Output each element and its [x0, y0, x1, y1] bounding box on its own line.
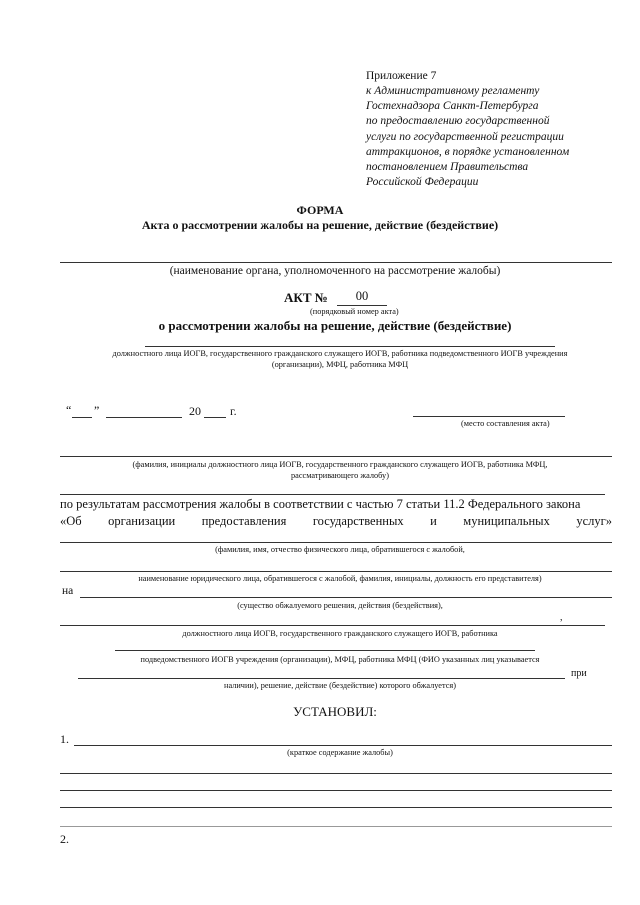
- summary-line-2[interactable]: [60, 773, 612, 774]
- act-number[interactable]: 00: [355, 289, 369, 303]
- official-caption-3: должностного лица ИОГВ, государственного гражданского служащего ИОГВ, работника: [182, 629, 498, 638]
- official-caption-5: наличии), решение, действие (бездействие) которого обжалуется): [224, 681, 456, 690]
- appendix-line-5: аттракционов, в порядке установленном: [366, 146, 570, 158]
- result-word-7: услуг»: [576, 514, 612, 528]
- official-caption-4: подведомственного ИОГВ учреждения (организации), МФЦ, работника МФЦ (ФИО указанных лиц указывается: [140, 655, 540, 664]
- place-caption: (место составления акта): [461, 419, 550, 428]
- on-label: на: [62, 585, 74, 597]
- date-year-field[interactable]: [204, 417, 226, 418]
- official-line[interactable]: [145, 346, 555, 347]
- reviewer-caption-1: (фамилия, инициалы должностного лица ИОГВ, государственного гражданского служащего ИОГВ, работника МФЦ,: [132, 460, 548, 469]
- summary-line-3[interactable]: [60, 790, 612, 791]
- act-number-caption: (порядковый номер акта): [310, 307, 399, 316]
- appendix-line-1: к Административному регламенту: [366, 85, 540, 97]
- authority-caption: (наименование органа, уполномоченного на рассмотрение жалобы): [169, 265, 501, 277]
- decision-line[interactable]: [80, 597, 612, 598]
- result-line-2: [60, 514, 612, 529]
- result-word-6: муниципальных: [463, 514, 550, 528]
- date-quote-open: “: [66, 403, 72, 417]
- summary-caption: (краткое содержание жалобы): [287, 748, 393, 757]
- form-label: ФОРМА: [296, 203, 344, 217]
- authority-line[interactable]: [60, 262, 612, 263]
- established-heading: УСТАНОВИЛ:: [293, 704, 377, 719]
- act-label: АКТ №: [284, 290, 328, 305]
- appendix-line-6: постановлением Правительства: [366, 161, 529, 173]
- result-word-5: и: [430, 514, 437, 528]
- date-year-prefix: 20: [189, 404, 201, 418]
- result-line-1: по результатам рассмотрения жалобы в соответствии с частью 7 статьи 11.2 Федерального закона: [60, 497, 581, 511]
- appendix-line-2: Гостехнадзора Санкт-Петербурга: [366, 100, 539, 112]
- reviewer-caption-2: рассматривающего жалобу): [291, 471, 389, 480]
- legal-entity-line[interactable]: [60, 571, 612, 572]
- appendix-line-7: Российской Федерации: [366, 176, 479, 188]
- item-2-number: 2.: [60, 832, 69, 846]
- date-month-field[interactable]: [106, 417, 182, 418]
- when-label: при: [571, 668, 587, 679]
- date-year-suffix: г.: [230, 404, 237, 418]
- reviewer-line[interactable]: [60, 456, 612, 457]
- item-1-number: 1.: [60, 732, 69, 746]
- comma-mark: ,: [560, 612, 563, 623]
- official-caption-1: должностного лица ИОГВ, государственного гражданского служащего ИОГВ, работника подведомственного ИОГВ учреждения: [112, 349, 568, 358]
- official-line-4[interactable]: [78, 678, 565, 679]
- applicant-caption: (фамилия, имя, отчество физического лица, обратившегося с жалобой,: [215, 545, 465, 554]
- act-number-line: [337, 305, 387, 306]
- legal-entity-caption: наименование юридического лица, обратившегося с жалобой, фамилия, инициалы, должность его представителя): [138, 574, 542, 583]
- decision-caption: (существо обжалуемого решения, действия (бездействия),: [237, 601, 443, 610]
- appendix-line-4: услуги по государственной регистрации: [366, 131, 564, 143]
- official-line-3[interactable]: [115, 650, 535, 651]
- reviewer-line-2[interactable]: [60, 494, 605, 495]
- appendix-title: Приложение 7: [366, 70, 437, 82]
- item-1-line[interactable]: [74, 745, 612, 746]
- summary-line-5[interactable]: [60, 826, 612, 827]
- act-subject: о рассмотрении жалобы на решение, действие (бездействие): [158, 318, 512, 333]
- applicant-line[interactable]: [60, 542, 612, 543]
- result-word-2: организации: [108, 514, 176, 528]
- result-word-1: «Об: [60, 514, 82, 528]
- place-line[interactable]: [413, 416, 565, 417]
- result-word-3: предоставления: [201, 514, 287, 528]
- form-subtitle: Акта о рассмотрении жалобы на решение, действие (бездействие): [141, 218, 499, 232]
- result-word-4: государственных: [312, 514, 404, 528]
- summary-line-4[interactable]: [60, 807, 612, 808]
- official-caption-2: (организации), МФЦ, работника МФЦ: [271, 360, 409, 369]
- date-quote-close: ”: [94, 403, 100, 417]
- appendix-line-3: по предоставлению государственной: [366, 115, 550, 127]
- official-line-2[interactable]: [60, 625, 605, 626]
- date-day-field[interactable]: [72, 417, 92, 418]
